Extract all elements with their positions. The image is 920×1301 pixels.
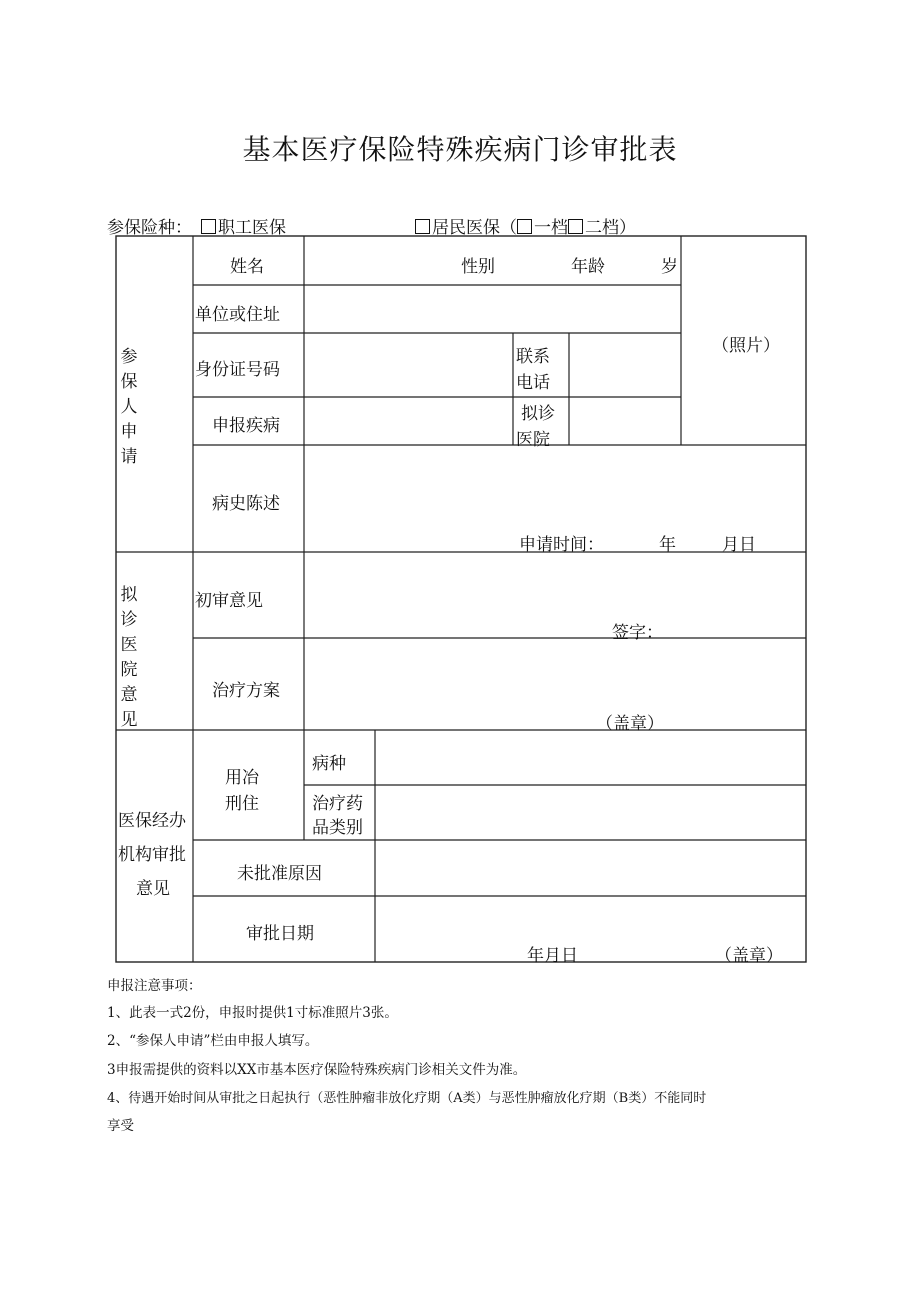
note-item-1: 1、此表一式2份，申报时提供1寸标准照片3张。 (107, 1005, 398, 1021)
tier2-label: 二档） (585, 218, 636, 238)
approval-date-label: 审批日期 (246, 924, 314, 944)
signature-label: 签字： (612, 623, 663, 643)
usage-label-line1: 用冶 (225, 768, 259, 788)
age-unit: 岁 (661, 257, 678, 277)
phone-label-line1: 联系 (516, 347, 550, 367)
tier1-label: 一档 (534, 218, 568, 238)
hospital-seal-label: （盖章） (596, 714, 664, 734)
apply-time-label: 申请时间： (519, 535, 604, 555)
initial-review-label: 初审意见 (195, 591, 263, 611)
rejection-reason-label: 未批准原因 (237, 864, 322, 884)
agency-side-label-line2: 机构审批 (118, 845, 186, 865)
treatment-plan-label: 治疗方案 (212, 681, 280, 701)
employee-option-label: 职工医保 (218, 218, 286, 238)
history-label: 病史陈述 (212, 494, 280, 514)
applicant-side-label: 参保人申请 (120, 347, 138, 467)
drug-category-label-line2: 品类别 (312, 818, 363, 838)
hospital-label-line1: 拟诊 (521, 404, 555, 424)
note-item-4-line2: 享受 (107, 1118, 134, 1134)
note-item-3: 3申报需提供的资料以XX市基本医疗保险特殊疾病门诊相关文件为准。 (107, 1062, 527, 1078)
page-title: 基本医疗保险特殊疾病门诊审批表 (242, 133, 678, 166)
employer-label: 单位或住址 (195, 305, 280, 325)
drug-category-label-line1: 治疗药 (312, 794, 363, 814)
note-item-2: 2、“参保人申请”栏由申报人填写。 (107, 1033, 319, 1049)
phone-label-line2: 电话 (516, 373, 550, 393)
hospital-label-line2: 医院 (516, 430, 550, 450)
age-label: 年龄 (571, 257, 605, 277)
gender-label: 性别 (461, 257, 495, 277)
usage-label-line2: 刑住 (225, 794, 259, 814)
note-item-4-line1: 4、待遇开始时间从审批之日起执行（恶性肿瘤非放化疗期（A类）与恶性肿瘤放化疗期（B类）不能同时 (107, 1091, 707, 1106)
apply-year-label: 年 (659, 535, 676, 555)
hospital-side-label: 拟诊医院意见 (120, 585, 138, 730)
disease-label: 申报疾病 (212, 416, 280, 436)
resident-option-label: 居民医保（ (432, 218, 517, 238)
approval-year-month-day: 年月日 (527, 946, 578, 966)
id-number-label: 身份证号码 (195, 360, 280, 380)
agency-seal-label: （盖章） (715, 946, 783, 966)
notes-heading: 申报注意事项： (107, 978, 202, 994)
apply-month-day-label: 月日 (722, 535, 756, 555)
disease-type-label: 病种 (312, 754, 346, 774)
photo-placeholder: （照片） (712, 336, 780, 356)
insurance-type-label: 参保险种： (107, 218, 192, 238)
agency-side-label-line1: 医保经办 (118, 811, 186, 831)
agency-side-label-line3: 意见 (136, 879, 170, 899)
name-label: 姓名 (230, 257, 264, 277)
